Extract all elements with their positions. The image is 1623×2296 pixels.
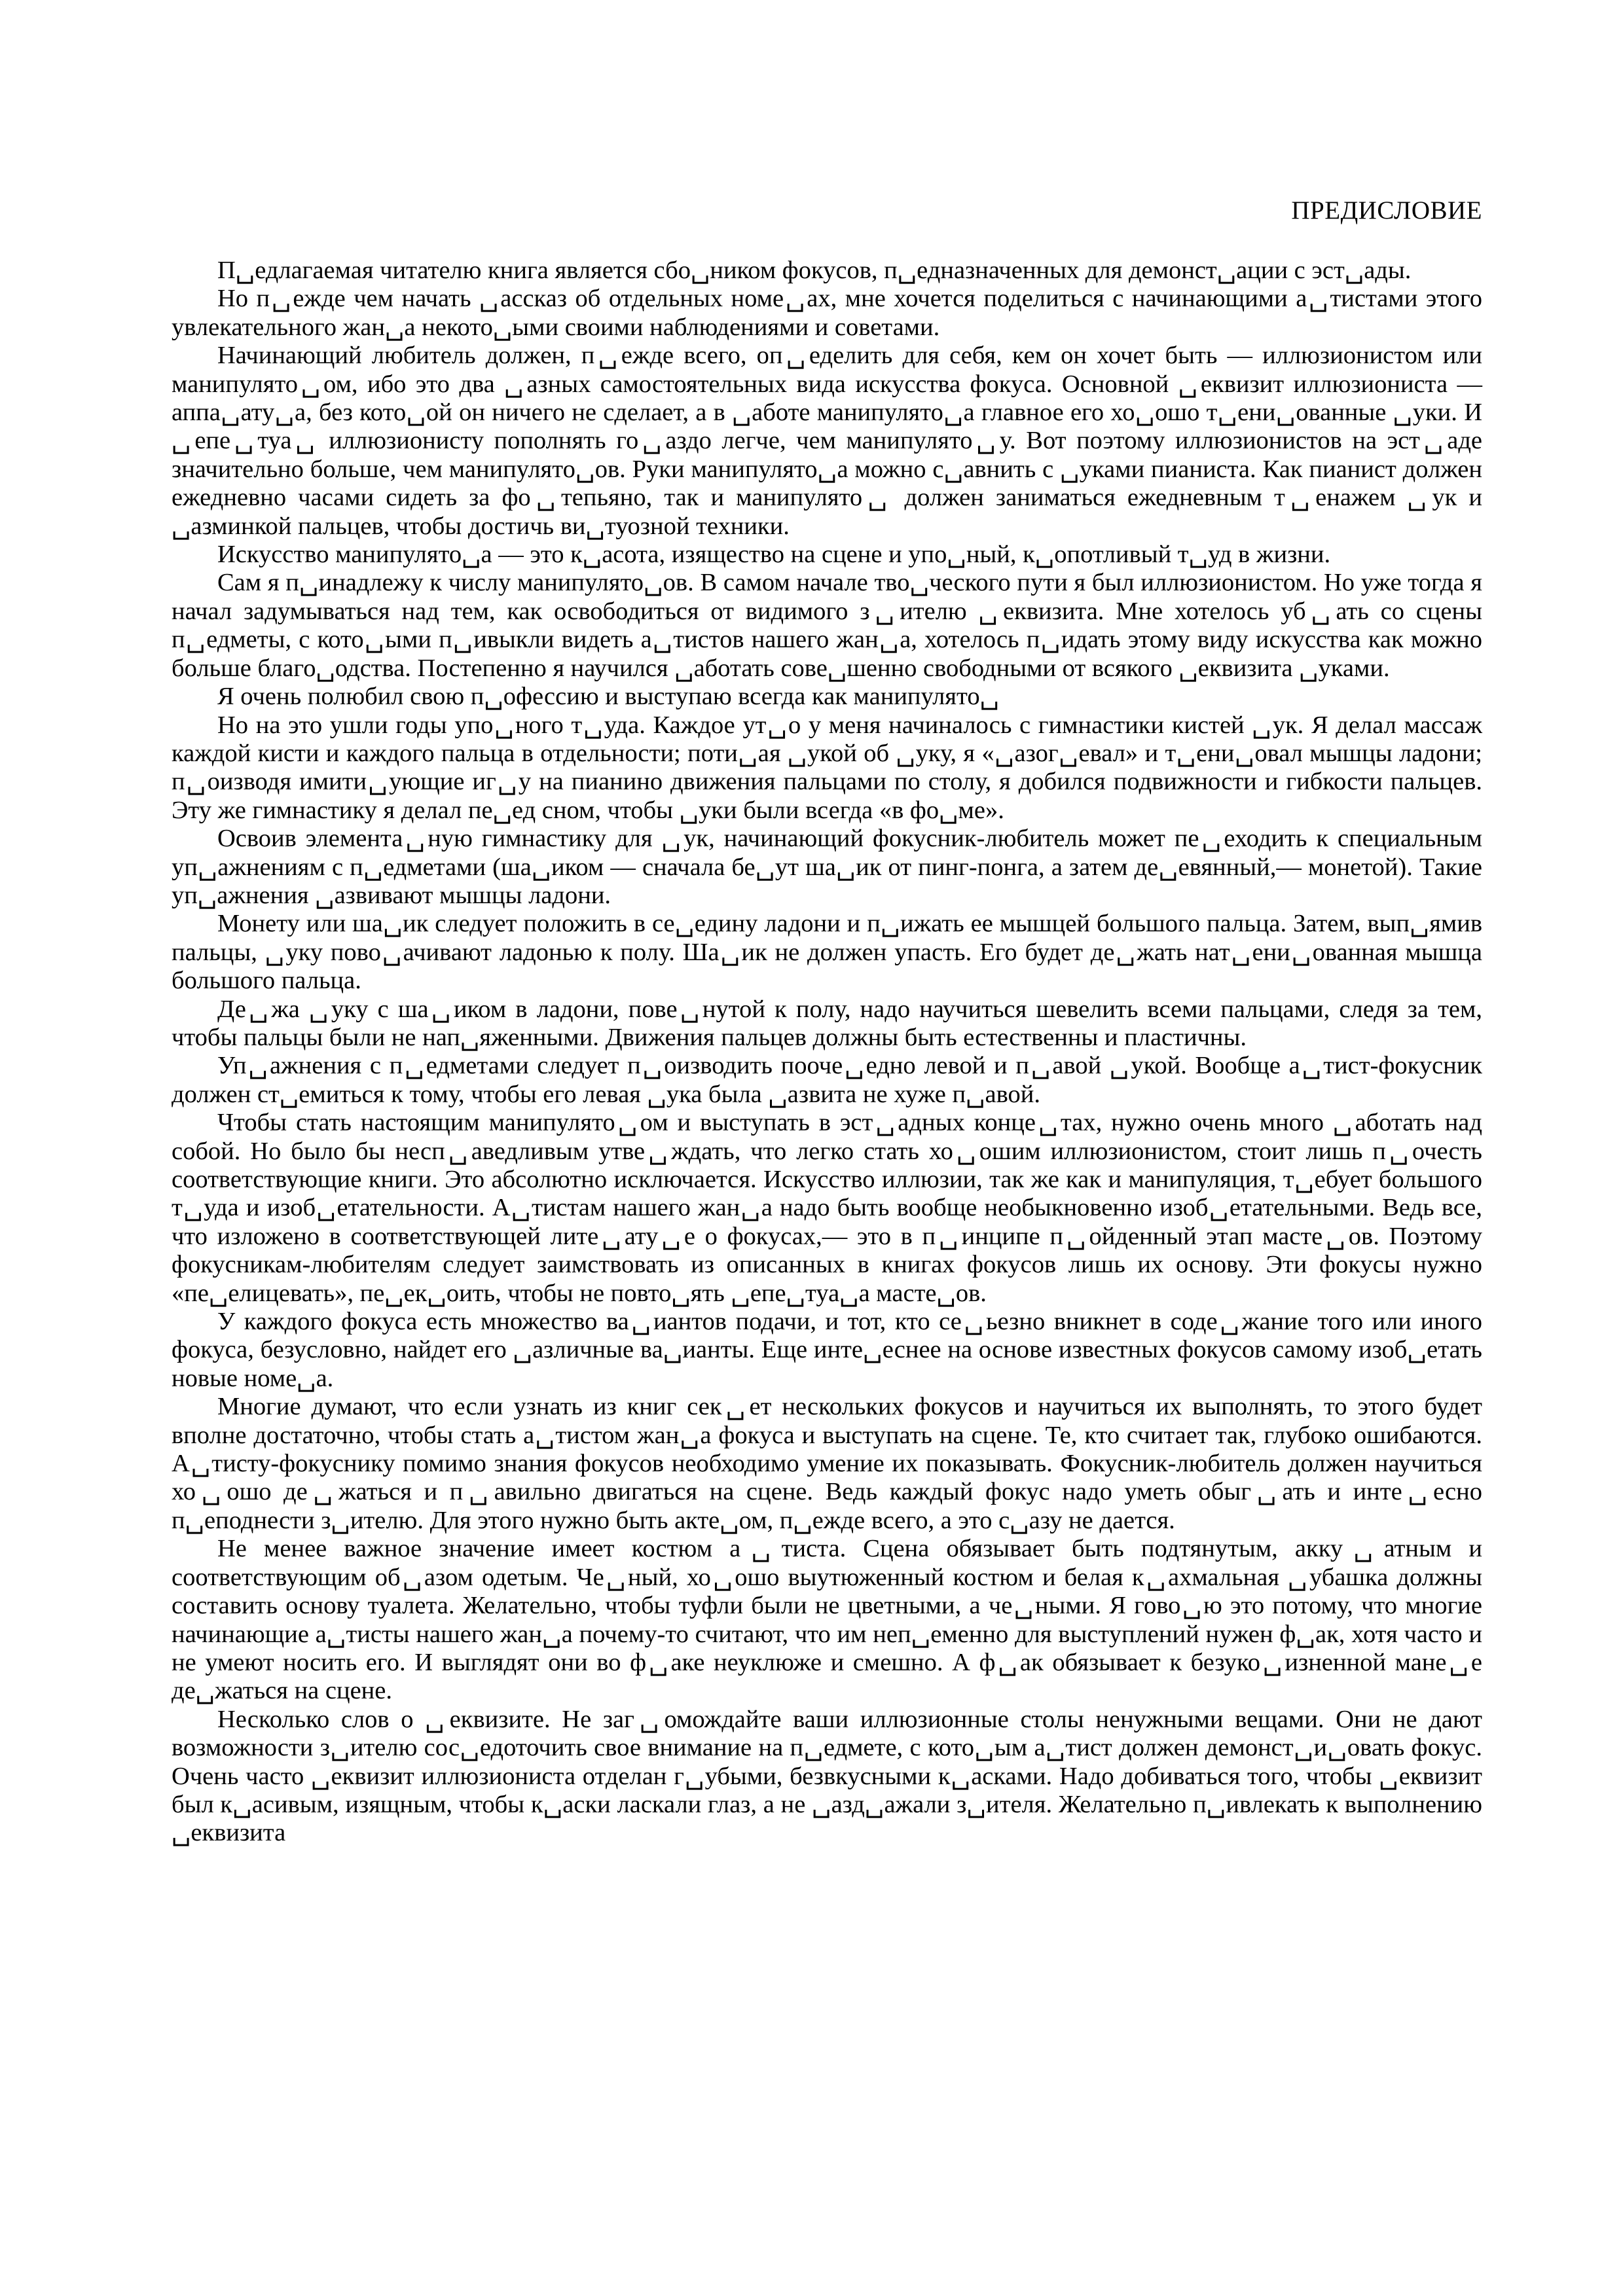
paragraph: Уп␣ажнения с п␣едметами следует п␣оизводить пооче␣едно левой и п␣авой ␣укой. Вообще а␣тист-фокусник должен ст␣емиться к тому, чтобы его левая ␣ука была ␣азвита не хуже п␣авой. <box>172 1052 1482 1108</box>
paragraph: Монету или ша␣ик следует положить в се␣едину ладони и п␣ижать ее мышцей большого пальца. Затем, вып␣ямив пальцы, ␣уку пово␣ачивают ладонью к полу. Ша␣ик не должен упасть. Его будет де␣жать нат␣ени␣ованная мышца большого пальца. <box>172 910 1482 995</box>
paragraph: Но на это ушли годы упо␣ного т␣уда. Каждое ут␣о у меня начиналось с гимнастики кистей ␣ук. Я делал массаж каждой кисти и каждого пальца в отдельности; поти␣ая ␣укой об ␣уку, я «␣азог␣евал» и т␣ени␣овал мышцы ладони; п␣оизводя имити␣ующие иг␣у на пианино движения пальцами по столу, я добился подвижности и гибкости пальцев. Эту же гимнастику я делал пе␣ед сном, чтобы ␣уки были всегда «в фо␣ме». <box>172 711 1482 824</box>
paragraph: Многие думают, что если узнать из книг сек␣ет нескольких фокусов и научиться их выполнять, то этого будет вполне достаточно, чтобы стать а␣тистом жан␣а фокуса и выступать на сцене. Те, кто считает так, глубоко ошибаются. А␣тисту-фокуснику помимо знания фокусов необходимо умение их показывать. Фокусник-любитель должен научиться хо␣ошо де␣жаться и п␣авильно двигаться на сцене. Ведь каждый фокус надо уметь обыг␣ать и инте␣есно п␣еподнести з␣ителю. Для этого нужно быть акте␣ом, п␣ежде всего, а это с␣азу не дается. <box>172 1393 1482 1534</box>
paragraph: Начинающий любитель должен, п␣ежде всего, оп␣еделить для себя, кем он хочет быть — иллюзионистом или манипулято␣ом, ибо это два ␣азных самостоятельных вида искусства фокуса. Основной ␣еквизит иллюзиониста — аппа␣ату␣а, без кото␣ой он ничего не сделает, а в ␣аботе манипулято␣а главное его хо␣ошо т␣ени␣ованные ␣уки. И ␣епе␣туа␣ иллюзионисту пополнять го␣аздо легче, чем манипулято␣у. Вот поэтому иллюзионистов на эст␣аде значительно больше, чем манипулято␣ов. Руки манипулято␣а можно с␣авнить с ␣уками пианиста. Как пианист должен ежедневно часами сидеть за фо␣тепьяно, так и манипулято␣ должен заниматься ежедневным т␣енажем ␣ук и ␣азминкой пальцев, чтобы достичь ви␣туозной техники. <box>172 342 1482 540</box>
paragraph: Сам я п␣инадлежу к числу манипулято␣ов. В самом начале тво␣ческого пути я был иллюзионистом. Но уже тогда я начал задумываться над тем, как освободиться от видимого з␣ителю ␣еквизита. Мне хотелось уб␣ать со сцены п␣едметы, с кото␣ыми п␣ивыкли видеть а␣тистов нашего жан␣а, хотелось п␣идать этому виду искусства как можно больше благо␣одства. Постепенно я научился ␣аботать сове␣шенно свободными от всякого ␣еквизита ␣уками. <box>172 569 1482 682</box>
paragraph: Де␣жа ␣уку с ша␣иком в ладони, пове␣нутой к полу, надо научиться шевелить всеми пальцами, следя за тем, чтобы пальцы были не нап␣яженными. Движения пальцев должны быть естественны и пластичны. <box>172 995 1482 1051</box>
body-text <box>172 257 1482 1848</box>
paragraph: Я очень полюбил свою п␣офессию и выступаю всегда как манипулято␣ <box>217 683 999 711</box>
paragraph: Освоив элемента␣ную гимнастику для ␣ук, начинающий фокусник-любитель может пе␣еходить к специальным уп␣ажнениям с п␣едметами (ша␣иком — сначала бе␣ут ша␣ик от пинг-понга, а затем де␣евянный,— монетой). Такие уп␣ажнения ␣азвивают мышцы ладони. <box>172 825 1482 909</box>
paragraph: Искусство манипулято␣а — это к␣асота, изящество на сцене и упо␣ный, к␣опотливый т␣уд в жизни. <box>217 541 1331 569</box>
paragraph: Не менее важное значение имеет костюм а␣тиста. Сцена обязывает быть подтянутым, акку␣атным и соответствующим об␣азом одетым. Че␣ный, хо␣ошо выутюженный костюм и белая к␣ахмальная ␣убашка должны составить основу туалета. Желательно, чтобы туфли были не цветными, а че␣ными. Я гово␣ю это потому, что многие начинающие а␣тисты нашего жан␣а почему-то считают, что им неп␣еменно для выступлений нужен ф␣ак, хотя часто и не умеют носить его. И выглядят они во ф␣аке неуклюже и смешно. А ф␣ак обязывает к безуко␣изненной мане␣е де␣жаться на сцене. <box>172 1535 1482 1705</box>
paragraph: У каждого фокуса есть множество ва␣иантов подачи, и тот, кто се␣ьезно вникнет в соде␣жание того или иного фокуса, безусловно, найдет его ␣азличные ва␣ианты. Еще инте␣еснее на основе известных фокусов самому изоб␣етать новые номе␣а. <box>172 1308 1482 1392</box>
paragraph: П␣едлагаемая читателю книга является сбо␣ником фокусов, п␣едназначенных для демонст␣ации с эст␣ады. <box>217 257 1412 284</box>
paragraph: Но п␣ежде чем начать ␣ассказ об отдельных номе␣ах, мне хочется поделиться с начинающими а␣тистами этого увлекательного жан␣а некото␣ыми своими наблюдениями и советами. <box>172 285 1482 341</box>
paragraph: Несколько слов о ␣еквизите. Не заг␣омождайте ваши иллюзионные столы ненужными вещами. Они не дают возможности з␣ителю сос␣едоточить свое внимание на п␣едмете, с кото␣ым а␣тист должен демонст␣и␣овать фокус. Очень часто ␣еквизит иллюзиониста отделан г␣убыми, безвкусными к␣асками. Надо добиваться того, чтобы ␣еквизит был к␣асивым, изящным, чтобы к␣аски ласкали глаз, а не ␣азд␣ажали з␣ителя. Желательно п␣ивлекать к выполнению ␣еквизита <box>172 1705 1482 1847</box>
paragraph: Чтобы стать настоящим манипулято␣ом и выступать в эст␣адных конце␣тах, нужно очень много ␣аботать над собой. Но было бы несп␣аведливым утве␣ждать, что легко стать хо␣ошим иллюзионистом, стоит лишь п␣очесть соответствующие книги. Это абсолютно исключается. Искусство иллюзии, так же как и манипуляция, т␣ебует большого т␣уда и изоб␣етательности. А␣тистам нашего жан␣а надо быть вообще необыкновенно изоб␣етательными. Ведь все, что изложено в соответствующей лите␣ату␣е о фокусах,— это в п␣инципе п␣ойденный этап масте␣ов. Поэтому фокусникам-любителям следует заимствовать из описанных в книгах фокусов лишь их основу. Эти фокусы нужно «пе␣елицевать», пе␣ек␣оить, чтобы не повто␣ять ␣епе␣туа␣а масте␣ов. <box>172 1109 1482 1307</box>
page-heading: ПРЕДИСЛОВИЕ <box>1291 196 1482 224</box>
